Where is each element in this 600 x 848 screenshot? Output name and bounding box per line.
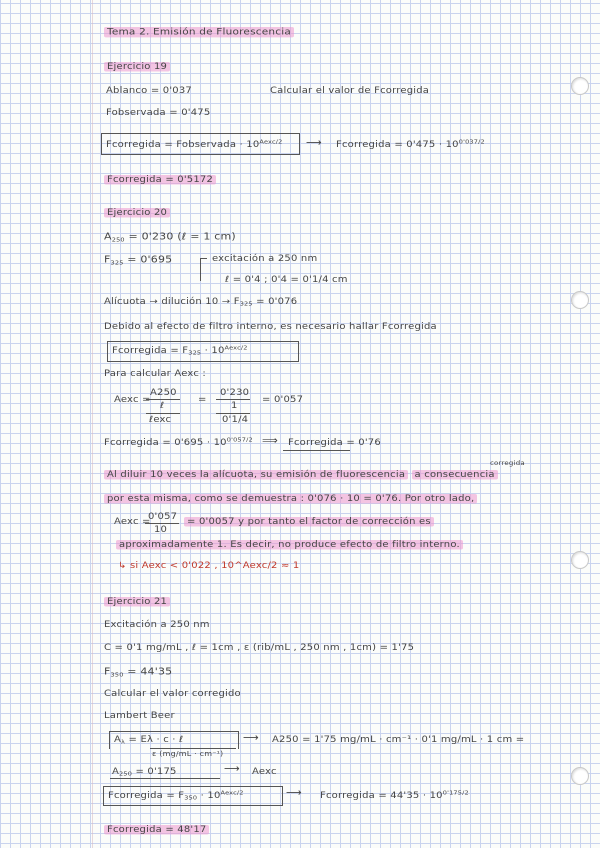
exercise-19-heading: Ejercicio 19 [104, 62, 170, 71]
ej21-law: Lambert Beer [104, 711, 175, 721]
fraction-bar [146, 413, 180, 414]
arrow-icon: ⟶ [243, 731, 259, 744]
bracket [200, 258, 207, 281]
arrow-icon: ⟶ [286, 786, 302, 799]
ej20-insertion: corregida [490, 460, 525, 467]
ej20-para-4: aproximadamente 1. Es decir, no produce efecto de filtro interno. [116, 540, 463, 549]
fraction-bar [216, 399, 250, 400]
ej21-result: Fcorregida = 48'17 [104, 825, 209, 834]
ej20-formula: Fcorregida = $F_{325} \cdot 10^{Aexc/2}$ [112, 344, 248, 357]
ej19-observed: Fobservada = 0'475 [106, 108, 211, 118]
ej20-aexc-den2: ℓexc [149, 415, 172, 425]
ej20-aexc-label: Aexc = [114, 395, 151, 405]
ej20-aexc-den: ℓ [160, 401, 165, 411]
ej21-aexc: Aexc [252, 767, 277, 777]
ej21-excitation: Excitación a 250 nm [104, 620, 210, 630]
ej20-aexc-value: = 0'057 [262, 395, 304, 405]
punch-hole [571, 551, 589, 569]
ej19-substitution: Fcorregida = $0'475 \cdot 10^{0'037/2}$ [336, 138, 485, 150]
ej20-aexc-den3: 1 [231, 401, 238, 411]
ej20-fcorr-calc: Fcorregida = $0'695 \cdot 10^{0'057/2}$ [104, 436, 253, 448]
ej20-aexc-num: A250 [150, 388, 177, 398]
ej20-para-1: Al diluir 10 veces la alícuota, su emisión de fluorescencia a consecuencia [104, 470, 498, 479]
ej20-absorbance: A250 = 0'230 (ℓ = 1 cm) [104, 231, 236, 244]
ej20-inner-filter-note: Debido al efecto de filtro interno, es necesario hallar Fcorregida [104, 322, 437, 332]
ej20-para-3-den: 10 [154, 525, 168, 535]
ej20-path-length: ℓ = 0'4 ; 0'4 = 0'1/4 cm [225, 275, 348, 285]
ej21-absorbance-calc: A250 = 1'75 mg/mL · cm⁻¹ · 0'1 mg/mL · 1 cm = [272, 735, 525, 745]
ej21-formula: Fcorregida = $F_{350} \cdot 10^{Aexc/2}$ [108, 789, 244, 802]
arrow-icon: ⟶ [306, 136, 322, 149]
exercise-20-heading: Ejercicio 20 [104, 208, 170, 217]
ej20-aexc-den4: 0'1/4 [222, 415, 249, 425]
underline [110, 778, 220, 779]
punch-hole [571, 291, 589, 309]
ej20-aliquot: Alícuota → dilución $10 \to F_{325} = 0'076$ [104, 297, 298, 308]
arrow-icon: ⟹ [262, 434, 278, 447]
ej20-fcorr-result: Fcorregida = 0'76 [288, 438, 381, 448]
ej21-substitution: Fcorregida = $44'35 \cdot 10^{0'175/2}$ [320, 789, 469, 801]
ej20-para-2: por esta misma, como se demuestra : 0'076 · 10 = 0'76. Por otro lado, [104, 494, 477, 503]
fraction-bar [146, 399, 180, 400]
ej20-excitation-note: excitación a 250 nm [212, 254, 318, 264]
punch-hole [571, 77, 589, 95]
punch-hole [571, 767, 589, 785]
ej20-fluorescence: F325 = 0'695 [104, 254, 173, 267]
ej21-lambert-units: ε (mg/mL · cm⁻¹) [152, 750, 224, 758]
fraction-bar [150, 748, 236, 749]
equals: = [198, 395, 207, 405]
ej20-aexc-intro: Para calcular Aexc : [104, 369, 206, 379]
fraction-bar [216, 413, 250, 414]
ej21-fluorescence: F350 = 44'35 [104, 666, 173, 679]
ej19-task: Calcular el valor de Fcorregida [270, 86, 430, 96]
ej21-task: Calcular el valor corregido [104, 689, 241, 699]
ej20-side-note: ↳ si Aexc < 0'022 , 10^Aexc/2 ≈ 1 [118, 561, 300, 571]
fraction-bar [145, 523, 179, 524]
ej19-result: Fcorregida = 0'5172 [104, 175, 216, 184]
exercise-21-heading: Ejercicio 21 [104, 597, 170, 606]
ej20-aexc-num2: 0'230 [220, 388, 250, 398]
ej19-blank-absorbance: Ablanco = 0'037 [106, 86, 192, 96]
ej21-a250: $A_{250} = 0'175$ [112, 767, 177, 778]
ej20-para-3-num: 0'057 [148, 512, 178, 522]
margin-line [92, 0, 93, 848]
ej21-lambert: $A_\lambda = E\lambda \cdot c$ · ℓ [114, 735, 184, 746]
ej21-concentration: C = 0'1 mg/mL , ℓ = 1cm , ε (rib/mL , 250 nm , 1cm) = 1'75 [104, 643, 415, 653]
page-title: Tema 2. Emisión de Fluorescencia [104, 27, 294, 37]
ej19-formula: Fcorregida = Fobservada · $10^{Aexc/2}$ [106, 138, 283, 150]
ej20-para-3-label: Aexc = [114, 517, 151, 527]
arrow-icon: ⟶ [224, 762, 240, 775]
ej20-para-3: = 0'0057 y por tanto el factor de corrección es [184, 517, 434, 526]
